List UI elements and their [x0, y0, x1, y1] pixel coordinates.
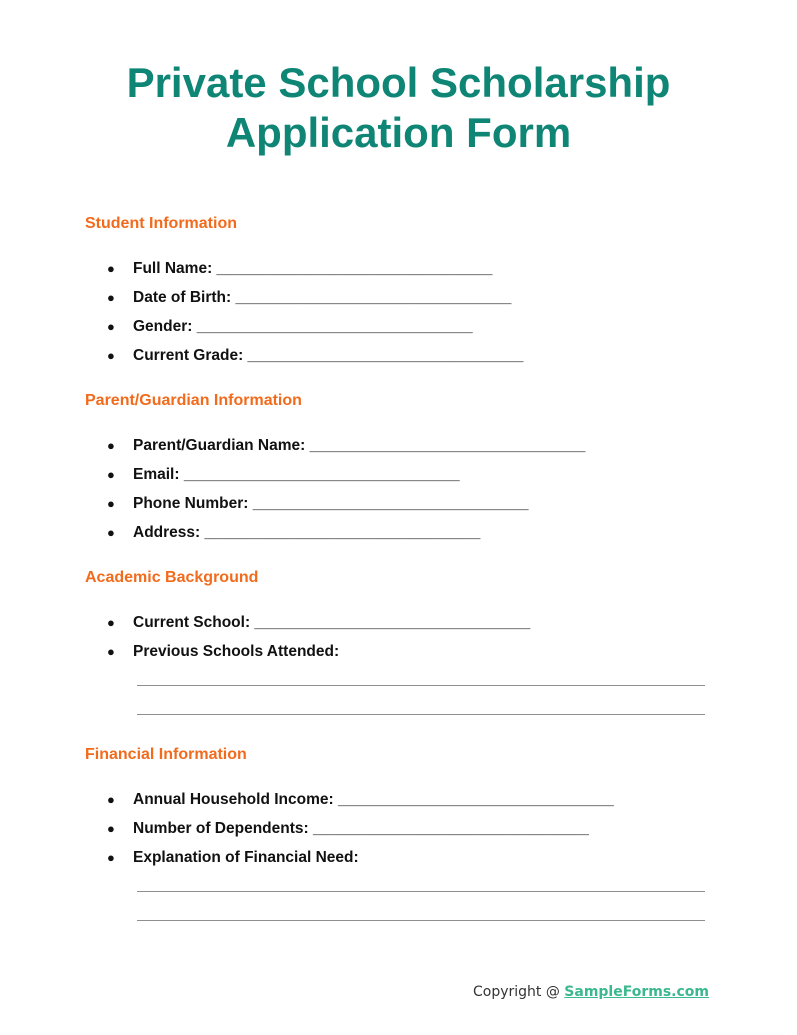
bullet-icon: ●: [107, 850, 115, 865]
bullet-icon: ●: [107, 496, 115, 511]
bullet-icon: ●: [107, 438, 115, 453]
title-line-2: Application Form: [225, 109, 572, 156]
field-label: Date of Birth: ________________________________: [133, 289, 512, 306]
field-label: Full Name: ________________________________: [133, 260, 493, 277]
field-label: Previous Schools Attended:: [133, 643, 340, 660]
field-label: Phone Number: ________________________________: [133, 495, 529, 512]
bullet-icon: ●: [107, 525, 115, 540]
section-heading-academic: Academic Background: [85, 569, 259, 586]
brand-link[interactable]: SampleForms.com: [564, 984, 709, 1000]
field-label: Address: ________________________________: [133, 524, 481, 541]
field-label: Parent/Guardian Name: ________________________________: [133, 437, 586, 454]
field-label: Email: ________________________________: [133, 466, 460, 483]
title-line-1: Private School Scholarship: [126, 59, 671, 106]
financial-need-line-1[interactable]: [137, 891, 705, 892]
field-label: Current Grade: ________________________________: [133, 347, 524, 364]
bullet-icon: ●: [107, 821, 115, 836]
bullet-icon: ●: [107, 467, 115, 482]
page-title: [0, 58, 797, 158]
bullet-icon: ●: [107, 290, 115, 305]
copyright-text: Copyright @: [472, 984, 565, 1000]
previous-schools-line-2[interactable]: [137, 714, 705, 715]
bullet-icon: ●: [107, 615, 115, 630]
bullet-icon: ●: [107, 644, 115, 659]
field-label: Current School: ________________________________: [133, 614, 531, 631]
field-label: Annual Household Income: ________________________________: [133, 791, 614, 808]
field-label: Explanation of Financial Need:: [133, 849, 359, 866]
section-heading-parent: Parent/Guardian Information: [85, 392, 302, 409]
bullet-icon: ●: [107, 319, 115, 334]
copyright-footer: [473, 983, 709, 1001]
field-label: Number of Dependents: ________________________________: [133, 820, 589, 837]
section-heading-student: Student Information: [85, 215, 237, 232]
section-heading-financial: Financial Information: [85, 746, 247, 763]
bullet-icon: ●: [107, 792, 115, 807]
bullet-icon: ●: [107, 348, 115, 363]
previous-schools-line-1[interactable]: [137, 685, 705, 686]
financial-need-line-2[interactable]: [137, 920, 705, 921]
field-label: Gender: ________________________________: [133, 318, 473, 335]
bullet-icon: ●: [107, 261, 115, 276]
